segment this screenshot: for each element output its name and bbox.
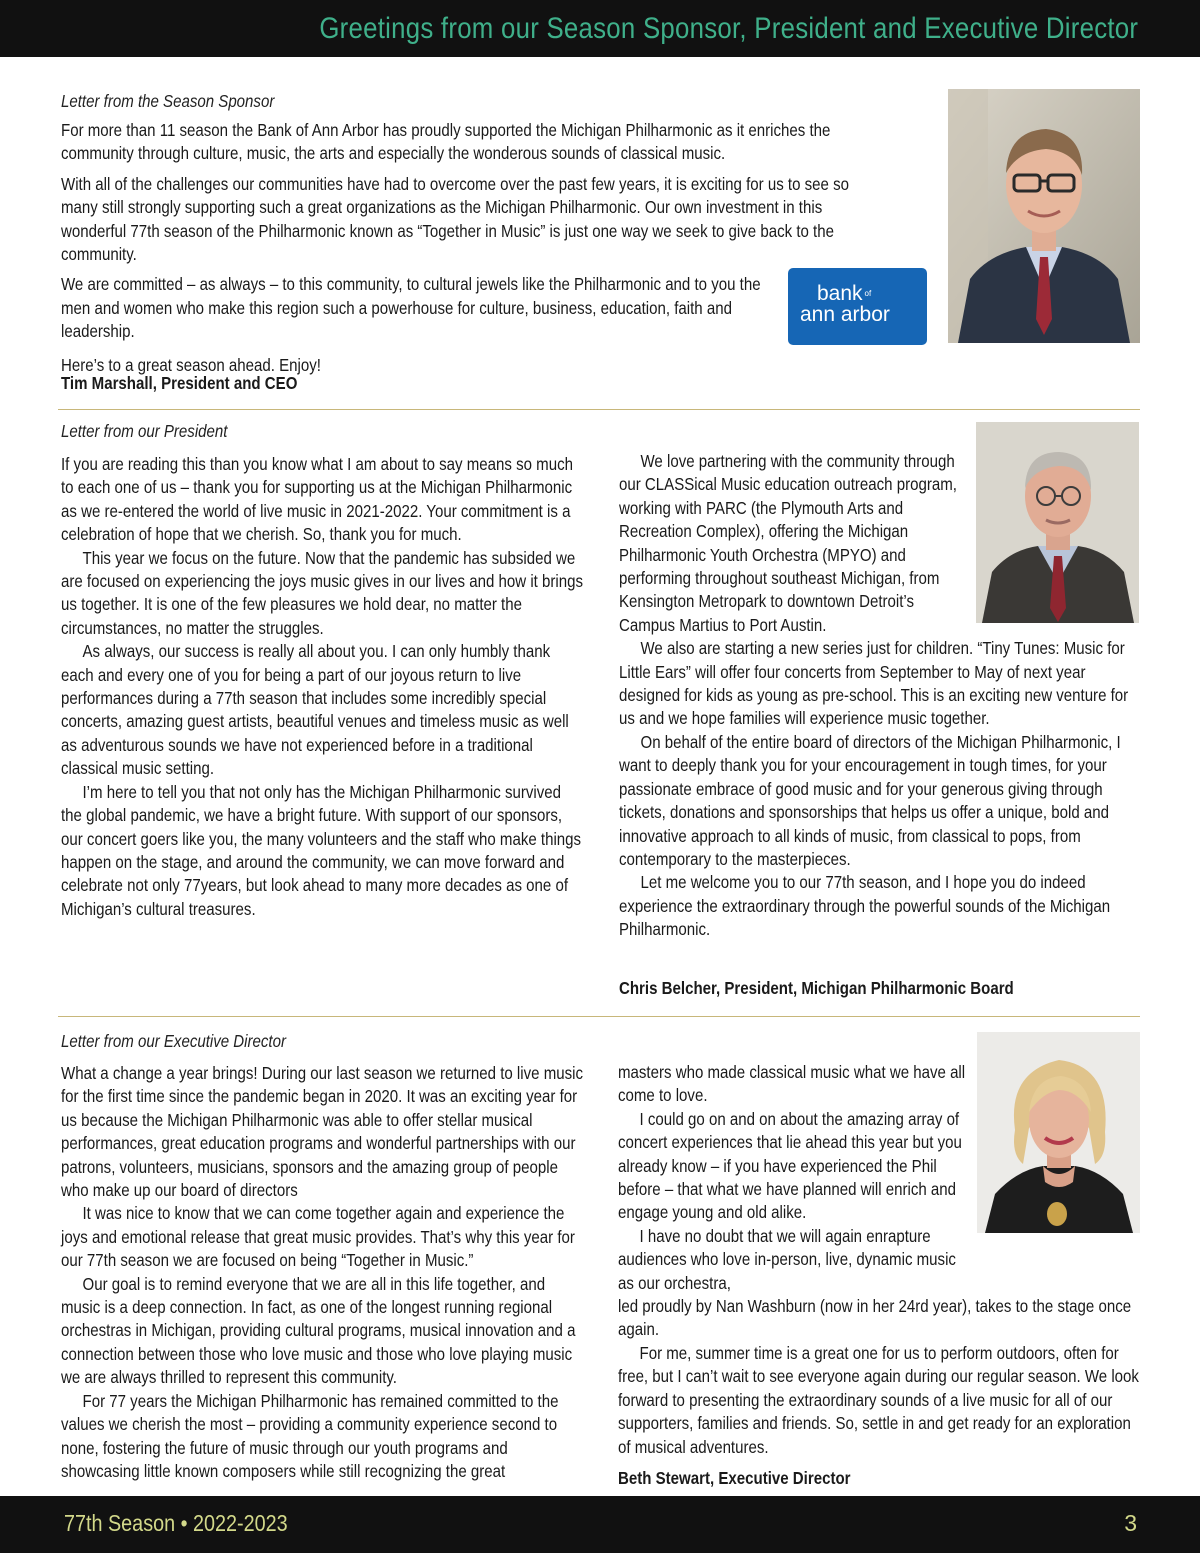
president-paragraph: If you are reading this than you know what I am about to say means so much to each one of us – thank you for supporting us at the Michigan Philharmonic as we re-entered the world of live music in 2021-2022. Your commitment is a celebration of hope that we cherish. So, thank you for much. <box>61 454 573 545</box>
beth-stewart-portrait <box>977 1032 1140 1233</box>
director-signature: Beth Stewart, Executive Director <box>618 1468 851 1488</box>
section-divider <box>58 1016 1140 1017</box>
president-paragraph: We also are starting a new series just for children. “Tiny Tunes: Music for Little Ears” will offer four concerts from September to May of next year designed for kids as young as pre-school. This is an exciting new venture for us and we hope families will experience music together. <box>619 638 1129 729</box>
director-letter-heading: Letter from our Executive Director <box>61 1031 286 1051</box>
president-letter-heading: Letter from our President <box>61 421 228 441</box>
tim-marshall-photo <box>948 89 1140 343</box>
header-bar <box>0 0 1200 57</box>
president-paragraph: I’m here to tell you that not only has the Michigan Philharmonic survived the global pandemic, we have a bright future. With support of our sponsors, our concert goers like you, the many volunteers and the staff who make things happen on the stage, and around the community, we can move forward and celebrate not only 77years, but look ahead to many more decades as one of Michigan’s cultural treasures. <box>61 781 582 919</box>
president-paragraph: On behalf of the entire board of directors of the Michigan Philharmonic, I want to deeply thank you for your encouragement in tough times, for your passionate embrace of good music and for your generous giving through tickets, donations and sponsorships that helps us offer a unique, bold and innovative approach to all kinds of music, from classical to pops, from contemporary to the masterpieces. <box>619 731 1121 869</box>
bank-of-ann-arbor-logo <box>788 268 927 345</box>
director-paragraph: It was nice to know that we can come together again and experience the joys and emotional release that great music provides. That’s why this year for our 77th season we are focused on being “Together in Music.” <box>61 1203 575 1271</box>
footer-season: 77th Season • 2022-2023 <box>64 1510 288 1536</box>
beth-stewart-photo <box>977 1032 1140 1233</box>
chris-belcher-photo <box>976 422 1139 623</box>
sponsor-paragraph: Here’s to a great season ahead. Enjoy! <box>61 354 321 375</box>
president-paragraph: Let me welcome you to our 77th season, and I hope you do indeed experience the extraordinary through the powerful sounds of the Michigan Philharmonic. <box>619 872 1111 940</box>
president-signature: Chris Belcher, President, Michigan Philharmonic Board <box>619 978 1014 998</box>
president-paragraph: As always, our success is really all about you. I can only humbly thank each and every one of you for being a part of our joyous return to live performances during a 77th season that includes some incredibly special concerts, amazing guest artists, beautiful venues and timeless music as well as adventurous sounds we have not experienced before in a traditional classical music setting. <box>61 641 569 779</box>
sponsor-signature: Tim Marshall, President and CEO <box>61 373 298 393</box>
director-letter-left-column <box>61 1062 585 1483</box>
logo-line-1: bank $^{of}$ <box>817 282 872 305</box>
page-title: Greetings from our Season Sponsor, President and Executive Director <box>319 12 1138 45</box>
tim-marshall-portrait <box>948 89 1140 343</box>
president-letter-left-column <box>61 453 585 921</box>
director-paragraph: For me, summer time is a great one for us to perform outdoors, often for free, but I can’t wait to see everyone again during our regular season. We look forward to presenting the extraordinary sounds of a live music for all of our supporters, families and friends. So, settle in and get ready for an exploration of musical adventures. <box>618 1342 1139 1457</box>
director-paragraph: led proudly by Nan Washburn (now in her 24rd year), takes to the stage once again. <box>618 1296 1132 1340</box>
director-paragraph: Our goal is to remind everyone that we are all in this life together, and music is a deep connection. In fact, as one of the longest running regional orchestras in Michigan, providing cultural programs, musical innovation and a connection between those who love music and those who love playing music we are always thrilled to represent this community. <box>61 1273 576 1388</box>
sponsor-paragraph: For more than 11 season the Bank of Ann Arbor has proudly supported the Michigan Philharmonic as it enriches the community through culture, music, the arts and especially the wonderous sounds of classical music. <box>61 120 831 164</box>
sponsor-paragraph: We are committed – as always – to this community, to cultural jewels like the Philharmonic and to you the men and women who make this region such a powerhouse for culture, business, education, faith and leadership. <box>61 274 761 342</box>
director-paragraph: What a change a year brings! During our last season we returned to live music for the first time since the pandemic began in 2020. It was an exciting year for us because the Michigan Philharmonic was able to offer stellar musical performances, great education programs and wonderful partnerships with our patrons, volunteers, musicians, sponsors and the amazing group of people who make up our board of directors <box>61 1063 584 1201</box>
footer-bar <box>0 1496 1200 1553</box>
sponsor-paragraph: With all of the challenges our communities have had to overcome over the past few years, it is exciting for us to see so many still strongly supporting such a great organizations as the Michigan Philharmonic. Our own investment in this wonderful 77th season of the Philharmonic known as “Together in Music” is just one way we seek to give back to the community. <box>61 173 850 265</box>
director-paragraph: I have no doubt that we will again enrapture audiences who love in-person, live, dynamic music as our orchestra, <box>618 1225 956 1293</box>
president-paragraph: We love partnering with the community through our CLASSical Music education outreach program, working with PARC (the Plymouth Arts and Recreation Complex), offering the Michigan Philharmonic Youth Orchestra (MPYO) and performing throughout southeast Michigan, from Kensington Metropark to downtown Detroit’s Campus Martius to Port Austin. <box>619 451 957 635</box>
chris-belcher-portrait <box>976 422 1139 623</box>
page-number: 3 <box>1124 1510 1137 1536</box>
president-paragraph: This year we focus on the future. Now that the pandemic has subsided we are focused on experiencing the joys music gives in our lives and how it brings us together. It is one of the few pleasures we hold dear, no matter the circumstances, no matter the struggles. <box>61 547 584 638</box>
logo-line-2: ann arbor <box>800 303 890 326</box>
director-paragraph: For 77 years the Michigan Philharmonic has remained committed to the values we cherish the most – providing a community experience second to none, fostering the future of music through our youth programs and showcasing little known composers while still recognizing the great <box>61 1390 559 1481</box>
section-divider <box>58 409 1140 410</box>
director-paragraph: masters who made classical music what we have all come to love. <box>618 1062 966 1106</box>
sponsor-letter-heading: Letter from the Season Sponsor <box>61 91 275 111</box>
director-paragraph: I could go on and on about the amazing array of concert experiences that lie ahead this year but you already know – if you have experienced the Phil before – that what we have planned will enrich and engage young and old alike. <box>618 1108 962 1223</box>
